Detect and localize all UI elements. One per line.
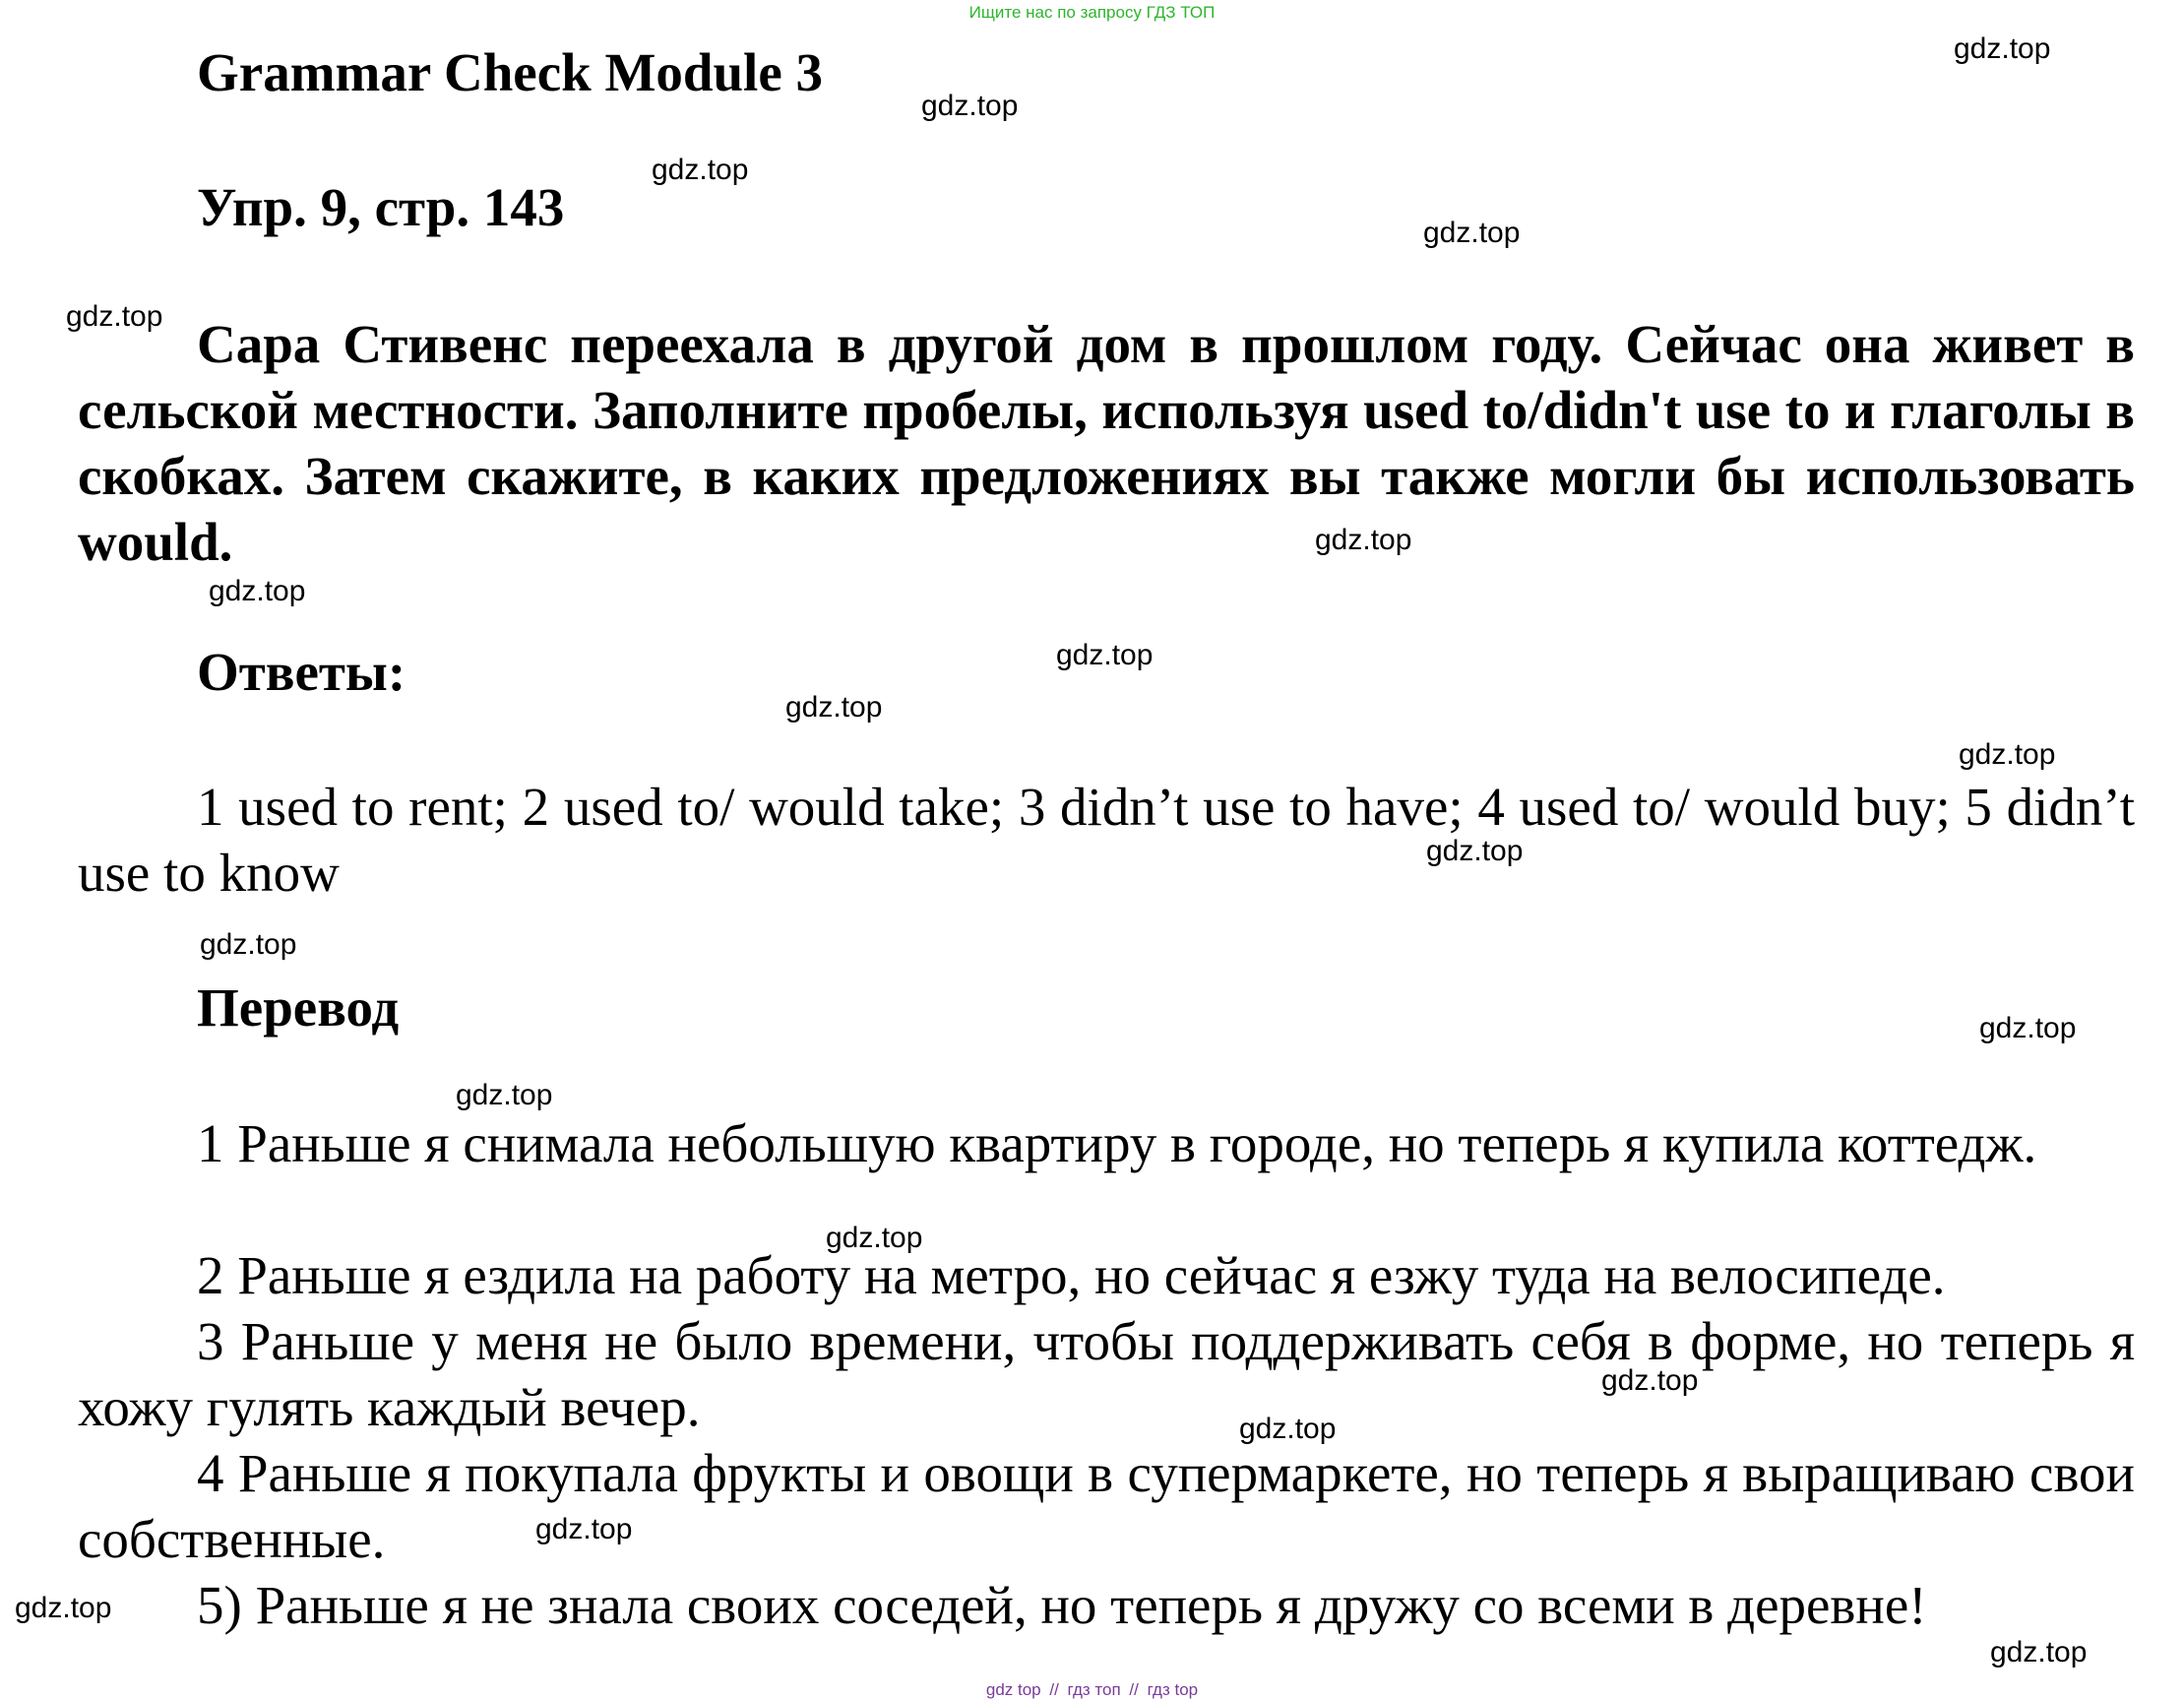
top-banner: Ищите нас по запросу ГДЗ ТОП xyxy=(968,3,1216,22)
watermark: gdz.top xyxy=(1990,1636,2088,1669)
bottom-banner-sep: // xyxy=(1049,1680,1059,1699)
translation-item-5: 5) Раньше я не знала своих соседей, но теперь я дружу со всеми в деревне! xyxy=(197,1575,1927,1635)
watermark: gdz.top xyxy=(1601,1364,1699,1397)
watermark: gdz.top xyxy=(921,90,1019,122)
exercise-heading: Упр. 9, стр. 143 xyxy=(197,177,565,237)
bottom-banner xyxy=(0,1680,2184,1700)
watermark: gdz.top xyxy=(456,1079,553,1111)
watermark: gdz.top xyxy=(200,928,297,961)
watermark: gdz.top xyxy=(1315,524,1412,556)
watermark: gdz.top xyxy=(1239,1413,1337,1445)
translation-item-4: 4 Раньше я покупала фрукты и овощи в супермаркете, но теперь я выращиваю свои собственные. xyxy=(78,1443,2135,1569)
watermark: gdz.top xyxy=(1979,1012,2077,1044)
bottom-banner-part: гдз топ xyxy=(1067,1680,1121,1699)
watermark: gdz.top xyxy=(15,1592,112,1624)
watermark: gdz.top xyxy=(209,575,306,607)
translation-heading: Перевод xyxy=(197,977,400,1038)
answers-text: 1 used to rent; 2 used to/ would take; 3 didn’t use to have; 4 used to/ would buy; 5 didn’t use to know xyxy=(78,777,2135,903)
watermark: gdz.top xyxy=(652,154,749,186)
watermark: gdz.top xyxy=(1056,639,1154,671)
task-text: Сара Стивенс переехала в другой дом в прошлом году. Сейчас она живет в сельской местности. Заполните пробелы, используя used to/didn't use to и глаголы в скобках. Затем скажите, в каких предложениях вы также могли бы использовать would. xyxy=(78,314,2135,572)
bottom-banner-part: gdz top xyxy=(985,1680,1041,1699)
translation-item-3: 3 Раньше у меня не было времени, чтобы поддерживать себя в форме, но теперь я хожу гулять каждый вечер. xyxy=(78,1311,2135,1437)
bottom-banner-part: гдз top xyxy=(1147,1680,1199,1699)
translation-item-1: 1 Раньше я снимала небольшую квартиру в городе, но теперь я купила коттедж. xyxy=(197,1113,2037,1173)
watermark: gdz.top xyxy=(826,1222,923,1254)
watermark: gdz.top xyxy=(66,300,163,333)
watermark: gdz.top xyxy=(1959,738,2056,771)
answers-heading: Ответы: xyxy=(197,642,406,702)
watermark: gdz.top xyxy=(1954,32,2051,65)
translation-item-2: 2 Раньше я ездила на работу на метро, но сейчас я езжу туда на велосипеде. xyxy=(197,1245,1946,1305)
page-title: Grammar Check Module 3 xyxy=(197,42,823,102)
watermark: gdz.top xyxy=(1423,217,1521,249)
bottom-banner-sep: // xyxy=(1129,1680,1139,1699)
watermark: gdz.top xyxy=(535,1513,633,1545)
watermark: gdz.top xyxy=(1426,835,1524,867)
watermark: gdz.top xyxy=(785,691,883,724)
